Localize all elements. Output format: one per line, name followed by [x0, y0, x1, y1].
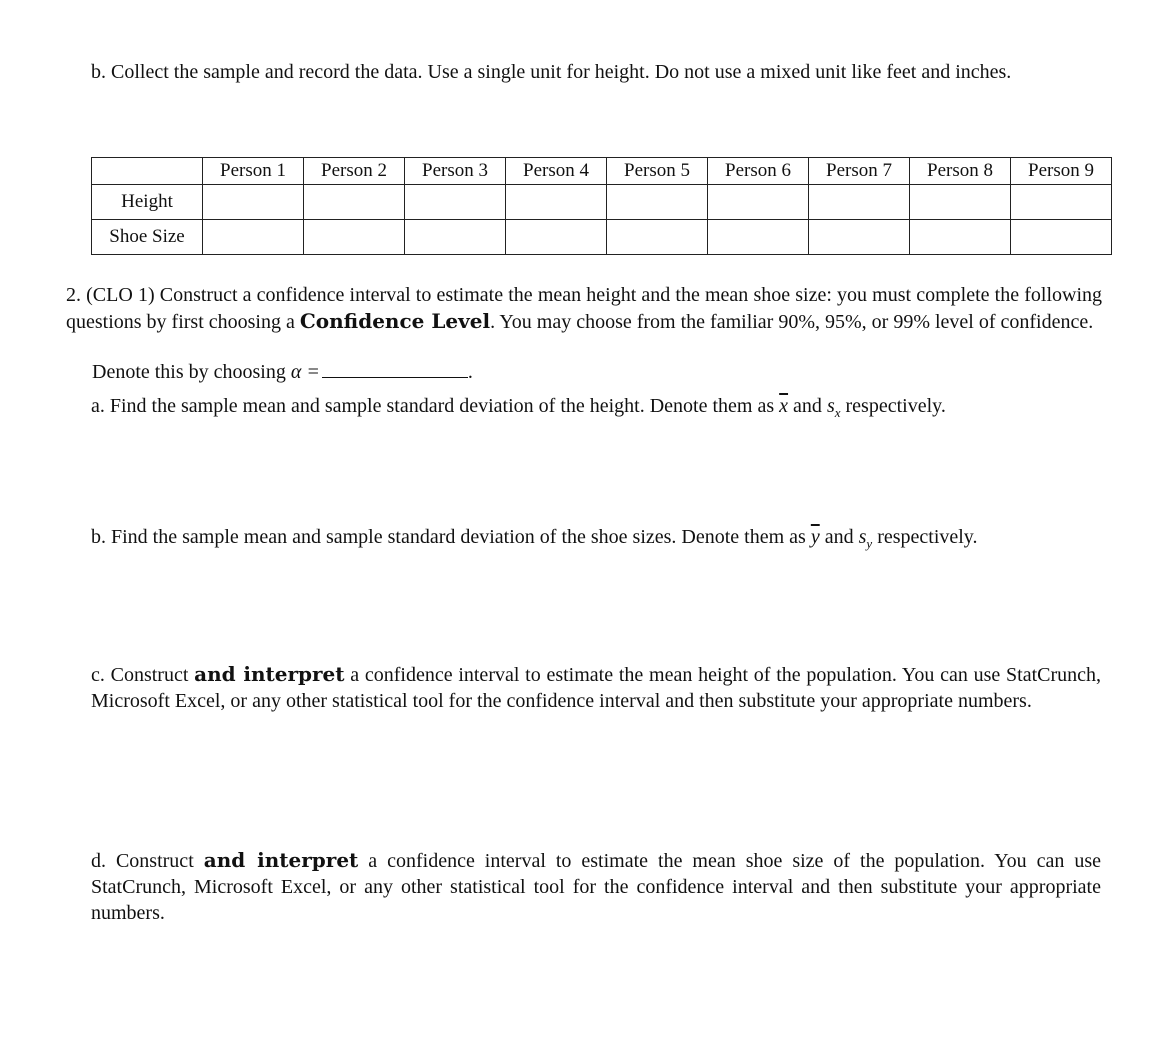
alpha-blank-line[interactable] [322, 359, 468, 378]
qb-tail: respectively. [877, 526, 978, 548]
table-header-person-4: Person 4 [506, 158, 607, 185]
table-header-person-2: Person 2 [304, 158, 405, 185]
qd-tail: a confidence interval to estimate the mean shoe size of the population. You can use StatCrunch, Microsoft Excel, or any other statistical tool for the confidence interval and then substitute your appropriate numbers. [91, 850, 1102, 924]
table-header-person-7: Person 7 [809, 158, 910, 185]
sx-symbol: $s_x$ [826, 395, 841, 420]
q2-denote: Denote this by choosing [92, 361, 286, 383]
question-2b [91, 524, 1141, 557]
q2-confidence-level: Confidence Level [299, 309, 491, 333]
q2-tail: . You may choose from the familiar 90%, 95%, or 99% level of confidence. [490, 311, 1094, 333]
xbar-symbol: $\overline{x}$ [779, 395, 789, 417]
q2-denote-line [92, 359, 692, 385]
question-2d [91, 847, 1101, 926]
qd-lead: d. Construct [91, 850, 194, 872]
shoe-cell-1[interactable] [203, 220, 304, 255]
table-header-person-3: Person 3 [405, 158, 506, 185]
sy-symbol: $s_y$ [858, 526, 873, 551]
ybar-symbol: $\overline{y}$ [810, 526, 820, 548]
qd-and-interpret: and interpret [203, 848, 359, 872]
table-row-shoe-size [92, 220, 1112, 255]
height-cell-3[interactable] [405, 185, 506, 220]
height-cell-9[interactable] [1011, 185, 1112, 220]
table-corner-cell [92, 158, 203, 185]
qa-lead: a. Find the sample mean and sample standard deviation of the height. Denote them as [91, 395, 775, 417]
height-cell-5[interactable] [607, 185, 708, 220]
table-header-person-8: Person 8 [910, 158, 1011, 185]
shoe-cell-2[interactable] [304, 220, 405, 255]
shoe-cell-4[interactable] [506, 220, 607, 255]
question-2c [91, 661, 1101, 714]
shoe-cell-8[interactable] [910, 220, 1011, 255]
table-header-person-5: Person 5 [607, 158, 708, 185]
question-2 [66, 282, 1102, 335]
height-cell-4[interactable] [506, 185, 607, 220]
qc-and-interpret: and interpret [194, 662, 345, 686]
row-label-height: Height [92, 185, 203, 220]
table-header-person-9: Person 9 [1011, 158, 1112, 185]
row-label-shoe-size: Shoe Size [92, 220, 203, 255]
qb-and: and [824, 526, 854, 548]
height-cell-1[interactable] [203, 185, 304, 220]
shoe-cell-7[interactable] [809, 220, 910, 255]
table-header-person-6: Person 6 [708, 158, 809, 185]
qc-tail: a confidence interval to estimate the mean height of the population. You can use StatCrunch, Microsoft Excel, or any other statistical tool for the confidence interval and then substitute your appropriate numbers. [91, 664, 1102, 712]
table-header-person-1: Person 1 [203, 158, 304, 185]
height-cell-2[interactable] [304, 185, 405, 220]
shoe-cell-3[interactable] [405, 220, 506, 255]
q2-lead: 2. (CLO 1) Construct a confidence interval to estimate the mean height and the mean shoe size: you must complete the following questions by first choosing a [66, 284, 1102, 333]
question-2a [91, 393, 1131, 426]
qb-lead: b. Find the sample mean and sample standard deviation of the shoe sizes. Denote them as [91, 526, 806, 548]
part-b-collect-instructions: b. Collect the sample and record the data. Use a single unit for height. Do not use a mixed unit like feet and inches. [91, 61, 1012, 83]
data-table [91, 157, 1112, 255]
qa-and: and [793, 395, 822, 417]
height-cell-8[interactable] [910, 185, 1011, 220]
qa-tail: respectively. [845, 395, 946, 417]
q2-end-period: . [467, 361, 473, 383]
shoe-cell-5[interactable] [607, 220, 708, 255]
alpha-symbol: α = [290, 361, 320, 383]
shoe-cell-6[interactable] [708, 220, 809, 255]
height-cell-7[interactable] [809, 185, 910, 220]
table-row-height [92, 185, 1112, 220]
qc-lead: c. Construct [91, 664, 189, 686]
shoe-cell-9[interactable] [1011, 220, 1112, 255]
table-header-row [92, 158, 1112, 185]
height-cell-6[interactable] [708, 185, 809, 220]
